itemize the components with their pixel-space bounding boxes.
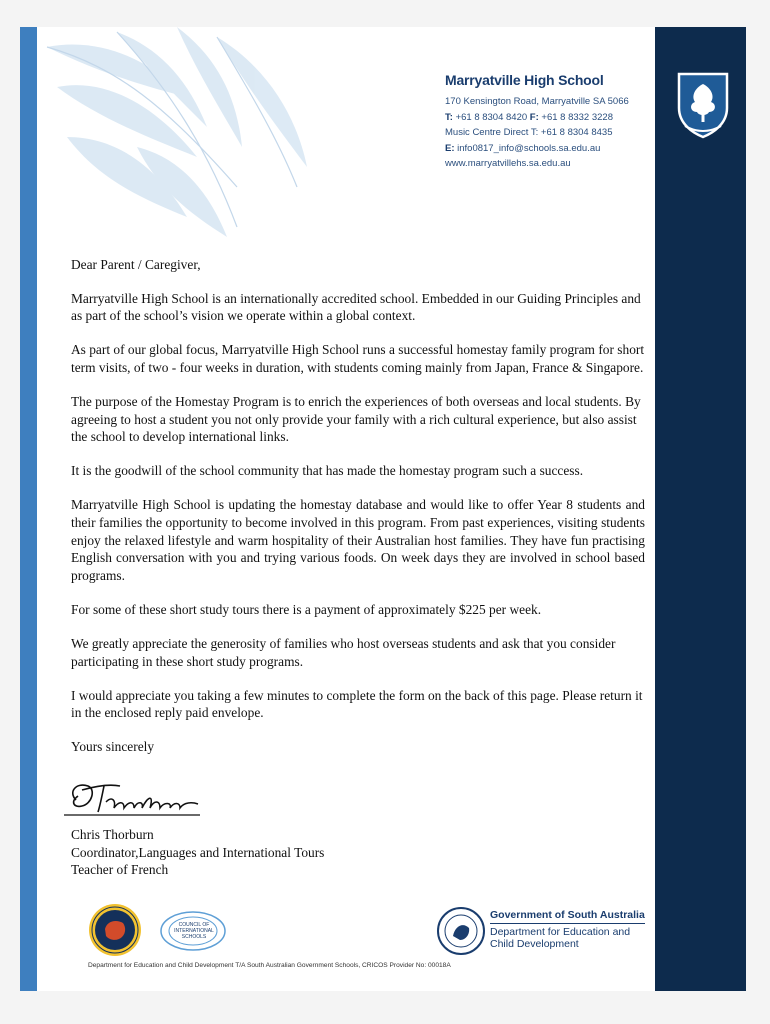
music-centre-line: Music Centre Direct T: +61 8 8304 8435 xyxy=(445,127,613,138)
closing: Yours sincerely xyxy=(71,739,155,755)
school-letterhead xyxy=(445,72,650,172)
letter-paragraph: We greatly appreciate the generosity of families who host overseas students and ask that you consider participating in these short study programs. xyxy=(71,635,616,669)
signature-block xyxy=(71,826,324,879)
intl-line: COUNCIL OF xyxy=(178,922,210,928)
government-logo-text xyxy=(490,909,645,950)
school-crest-icon xyxy=(673,70,733,140)
school-website: www.marryatvillehs.sa.edu.au xyxy=(445,158,571,169)
phone-label: T: xyxy=(445,111,453,123)
fax-value: +61 8 8332 3228 xyxy=(541,111,613,123)
phone-value: +61 8 8304 8420 xyxy=(455,111,528,123)
letter-paragraph: Marryatville High School is an internationally accredited school. Embedded in our Guiding Principles and as part of the school’s vision we operate within a global context. xyxy=(71,290,641,324)
letter-paragraph: For some of these short study tours there is a payment of approximately $225 per week. xyxy=(71,601,542,617)
school-email xyxy=(445,141,650,157)
email-value: info0817_info@schools.sa.edu.au xyxy=(457,142,601,154)
handwritten-signature xyxy=(62,778,212,822)
school-name: Marryatville High School xyxy=(445,72,604,88)
letter-paragraph: It is the goodwill of the school community that has made the homestay program such a success. xyxy=(71,463,584,479)
school-address: 170 Kensington Road, Marryatville SA 5066 xyxy=(445,96,629,107)
email-label: E: xyxy=(445,142,455,154)
fax-label: F: xyxy=(529,111,539,123)
salutation: Dear Parent / Caregiver, xyxy=(71,257,201,272)
letter-paragraph: The purpose of the Homestay Program is to enrich the experiences of both overseas and local students. By agreeing to host a student you not only provide your family with a rich cultural experience, but also assist the school to develop international links. xyxy=(71,393,641,445)
letter-paragraph: I would appreciate you taking a few minutes to complete the form on the back of this page. Please return it in the enclosed reply paid envelope. xyxy=(71,687,643,721)
government-title: Government of South Australia xyxy=(490,909,645,924)
intl-line: INTERNATIONAL xyxy=(174,928,214,934)
right-navy-panel xyxy=(655,27,746,991)
signer-role: Coordinator,Languages and International Tours xyxy=(71,844,325,860)
accredited-school-badge-icon xyxy=(88,903,142,957)
signer-role: Teacher of French xyxy=(71,862,169,877)
intl-line: SCHOOLS xyxy=(181,934,207,940)
left-blue-stripe xyxy=(20,27,37,991)
department-line: Department for Education and xyxy=(490,926,631,938)
eucalyptus-leaves-watermark xyxy=(37,27,367,257)
council-international-schools-text xyxy=(168,922,220,940)
department-line: Child Development xyxy=(490,937,579,950)
school-phone-fax xyxy=(445,110,650,126)
letter-paragraph: Marryatville High School is updating the homestay database and would like to offer Year 8 students and their families the opportunity to become involved in this program. From past experiences, visiting students enjoy the relaxed lifestyle and warm hospitality of their Australian host families. They have fun practising English conversation with you and trying various foods. On week days they are involved in school based programs. xyxy=(71,497,645,583)
footer-cricos-line: Department for Education and Child Development T/A South Australian Government Schools, CRICOS Provider No: 00018A xyxy=(88,962,451,969)
letter-body xyxy=(71,256,645,772)
south-australia-seal-icon xyxy=(436,906,486,956)
signer-name: Chris Thorburn xyxy=(71,827,154,842)
letter-paragraph: As part of our global focus, Marryatville High School runs a successful homestay family program for short term visits, of two - four weeks in duration, with students coming mainly from Japan, France & Singapore. xyxy=(71,342,645,375)
